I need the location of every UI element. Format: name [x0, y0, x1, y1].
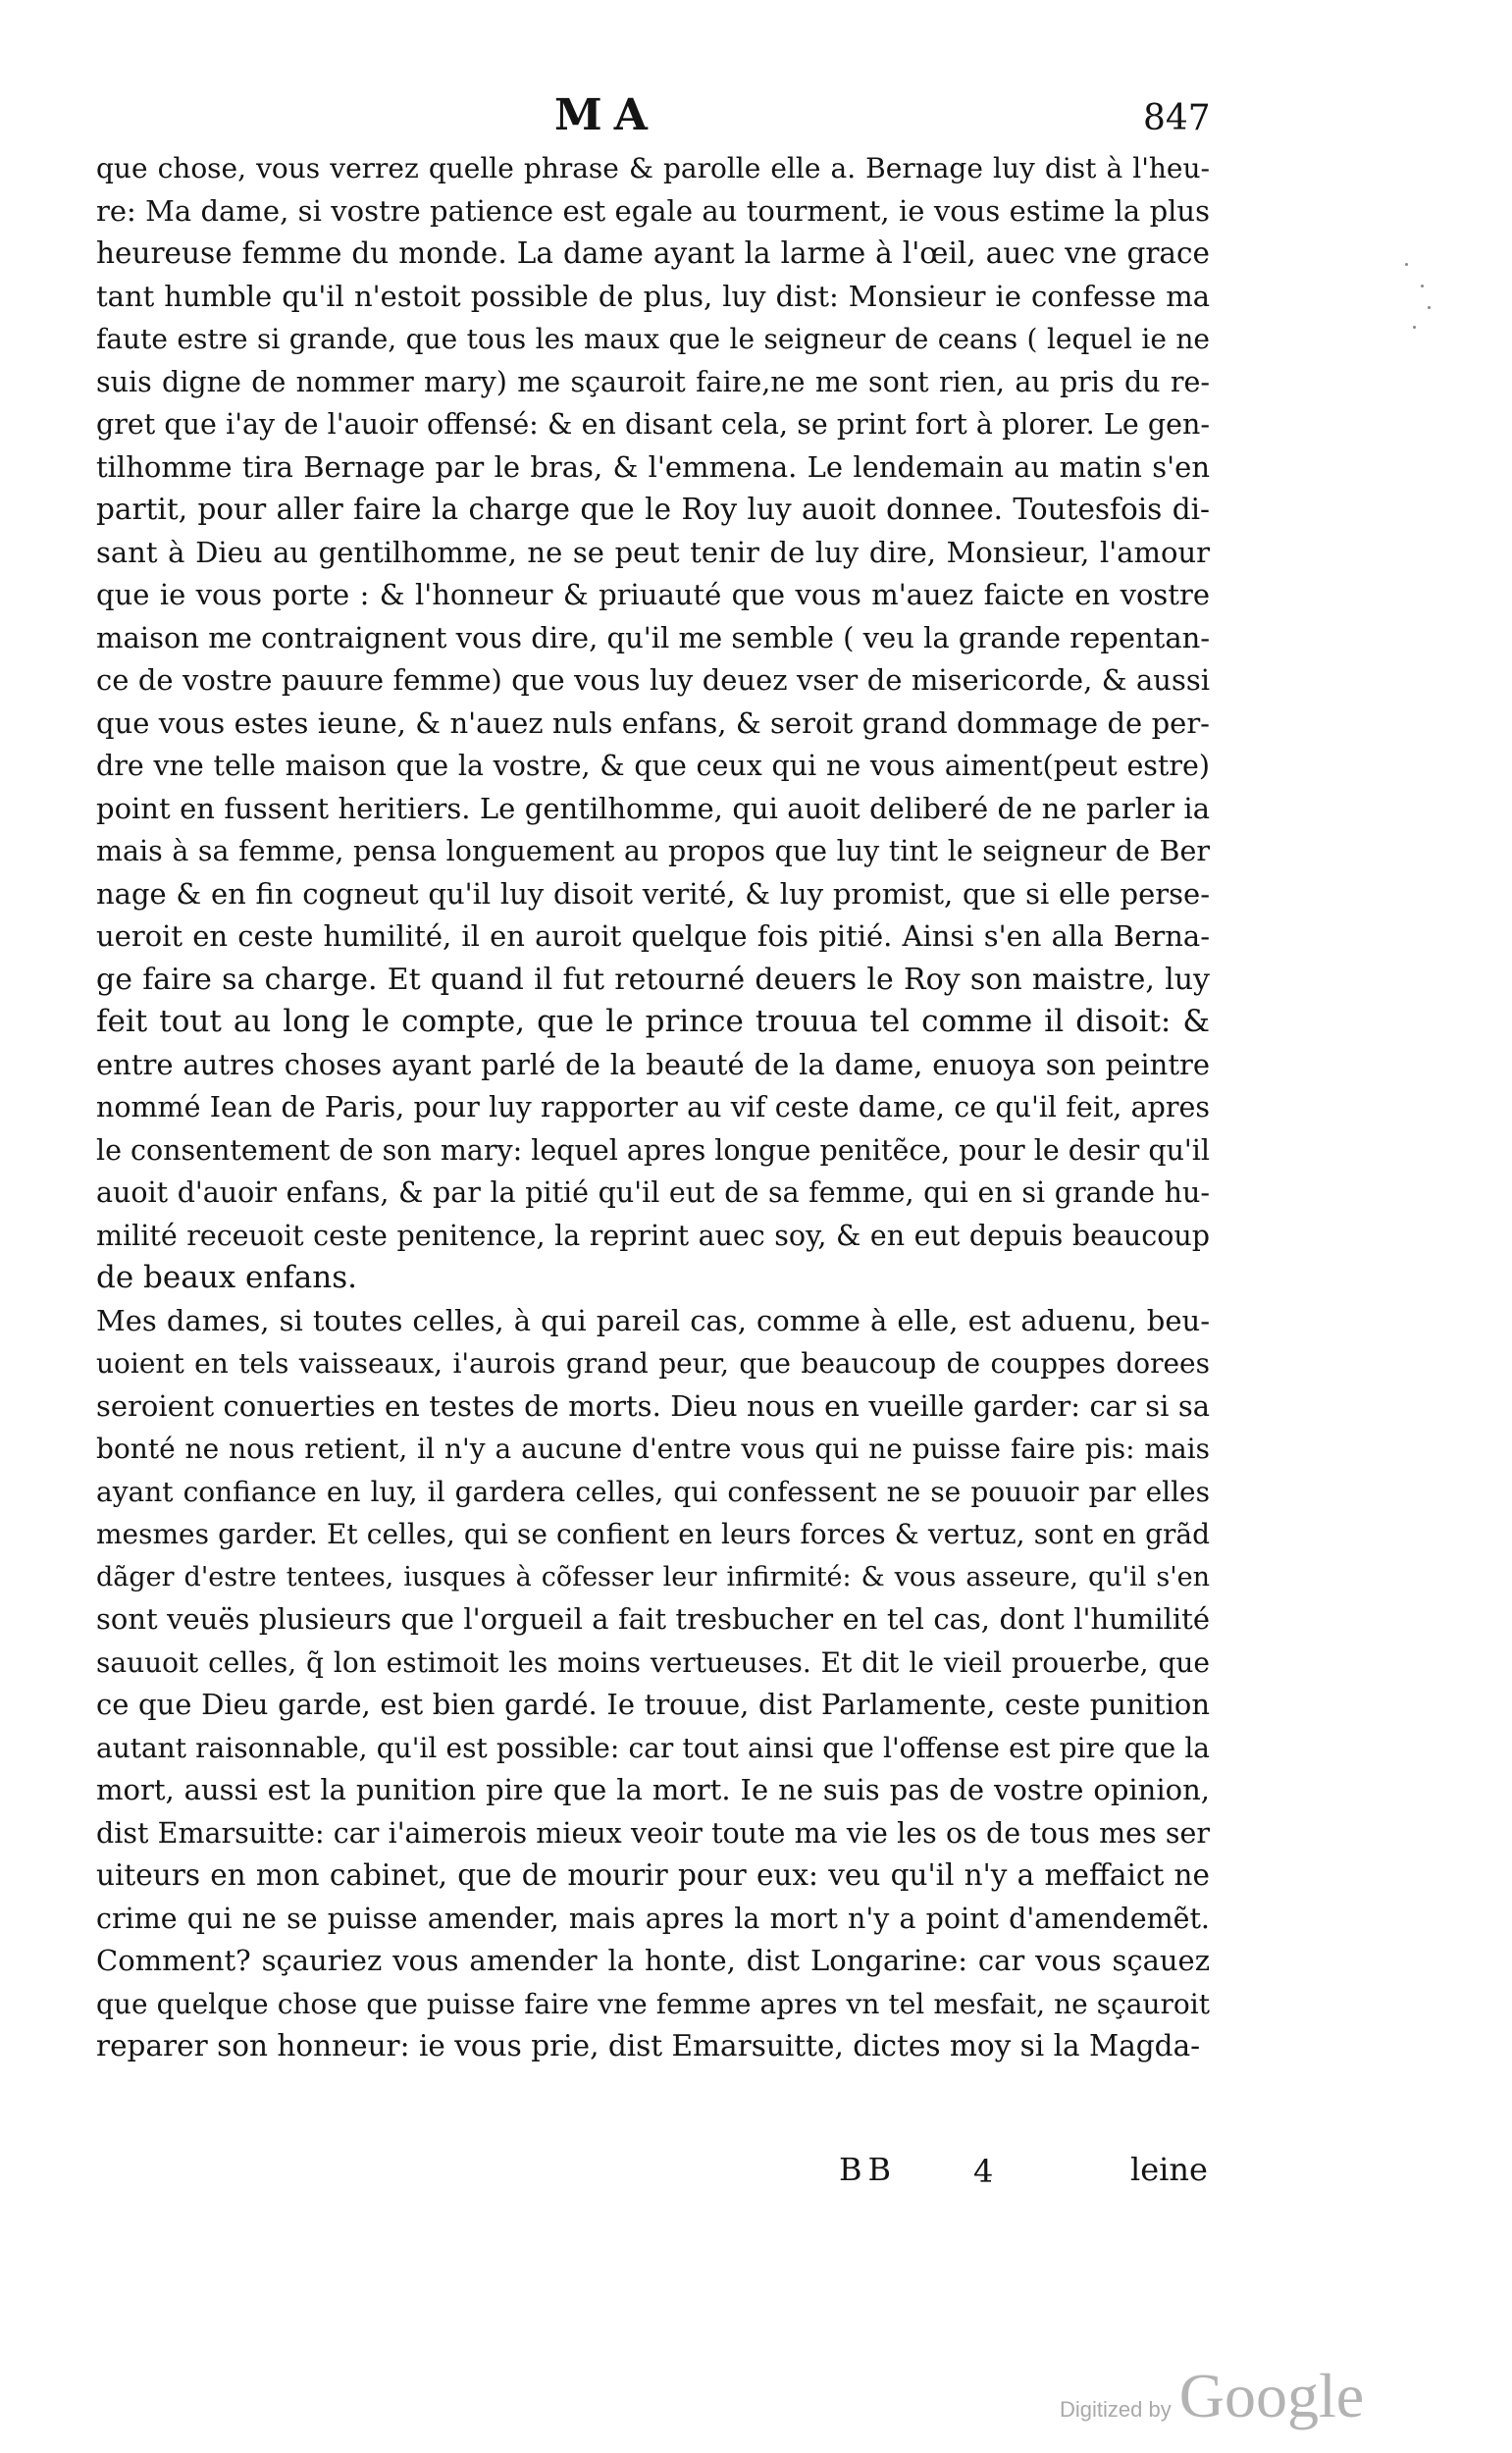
- text-line: bonté ne nous retient, il n'y a aucune d'entre vous qui ne puisse faire pis: mais: [96, 1433, 1210, 1465]
- text-line: mort, aussi est la punition pire que la mort. Ie ne suis pas de vostre opinion,: [96, 1773, 1210, 1806]
- text-line: ge faire sa charge. Et quand il fut retourné deuers le Roy son maistre, luy: [96, 962, 1210, 997]
- text-line: sont veuës plusieurs que l'orgueil a fait tresbucher en tel cas, dont l'humilité: [96, 1602, 1210, 1636]
- text-line: sauuoit celles, q̃ lon estimoit les moins vertueuses. Et dit le vieil prouerbe, que: [96, 1645, 1210, 1679]
- text-line: partit, pour aller faire la charge que le Roy luy auoit donnee. Toutesfois di-: [96, 493, 1210, 526]
- signature-number: 4: [973, 2153, 994, 2190]
- text-line: autant raisonnable, qu'il est possible: car tout ainsi que l'offense est pire que la: [96, 1731, 1210, 1764]
- text-line: heureuse femme du monde. La dame ayant la larme à l'œil, auec vne grace: [96, 236, 1210, 270]
- text-line: Mes dames, si toutes celles, à qui pareil cas, comme à elle, est aduenu, beu-: [96, 1303, 1210, 1337]
- text-line: seroient conuerties en testes de morts. Dieu nous en vueille garder: car si sa: [96, 1388, 1210, 1423]
- running-head: MA: [554, 90, 659, 140]
- text-line: dre vne telle maison que la vostre, & que ceux qui ne vous aiment(peut estre): [96, 750, 1210, 782]
- text-line: nommé Iean de Paris, pour luy rapporter au vif ceste dame, ce qu'il feit, apres: [96, 1091, 1210, 1123]
- text-line: entre autres choses ayant parlé de la beauté de la dame, enuoya son peintre: [96, 1047, 1210, 1081]
- text-line: Comment? sçauriez vous amender la honte, dist Longarine: car vous sçauez: [96, 1944, 1210, 1977]
- page-number: 847: [1143, 98, 1211, 138]
- text-line: gret que i'ay de l'auoir offensé: & en disant cela, se print fort à plorer. Le gen-: [96, 408, 1210, 441]
- text-line: dãger d'estre tentees, iusques à cõfesser leur infirmité: & vous asseure, qu'il s'en: [96, 1561, 1210, 1592]
- text-line: crime qui ne se puisse amender, mais apres la mort n'y a point d'amendemẽt.: [96, 1902, 1210, 1935]
- text-line: le consentement de son mary: lequel apres longue penitẽce, pour le desir qu'il: [96, 1133, 1210, 1167]
- text-line: uoient en tels vaisseaux, i'aurois grand peur, que beaucoup de couppes dorees: [96, 1347, 1210, 1380]
- text-line: de beaux enfans.: [96, 1260, 358, 1295]
- text-line: tant humble qu'il n'estoit possible de plus, luy dist: Monsieur ie confesse ma: [96, 279, 1210, 313]
- google-logo-text: Google: [1178, 2361, 1365, 2430]
- text-line: que vous estes ieune, & n'auez nuls enfans, & seroit grand dommage de per-: [96, 705, 1210, 740]
- body-text: [96, 147, 1210, 2068]
- text-line: mais à sa femme, pensa longuement au propos que luy tint le seigneur de Ber: [96, 835, 1210, 867]
- text-line: dist Emarsuitte: car i'aimerois mieux veoir toute ma vie les os de tous mes ser: [96, 1816, 1210, 1850]
- text-line: mesmes garder. Et celles, qui se confient en leurs forces & vertuz, sont en grãd: [96, 1518, 1210, 1550]
- text-line: que chose, vous verrez quelle phrase & parolle elle a. Bernage luy dist à l'heu-: [96, 152, 1210, 184]
- text-line: nage & en fin cogneut qu'il luy disoit verité, & luy promist, que si elle perse-: [96, 876, 1210, 911]
- watermark-prefix: Digitized by: [1060, 2397, 1172, 2422]
- text-line: faute estre si grande, que tous les maux que le seigneur de ceans ( lequel ie ne: [96, 323, 1210, 355]
- text-line: uiteurs en mon cabinet, que de mourir pour eux: veu qu'il n'y a meffaict ne: [96, 1858, 1210, 1892]
- paper-speck: [1421, 285, 1424, 287]
- text-line: maison me contraignent vous dire, qu'il me semble ( veu la grande repentan-: [96, 620, 1210, 654]
- catchword: leine: [1130, 2151, 1208, 2188]
- text-line: feit tout au long le compte, que le prince trouua tel comme il disoit: &: [96, 1004, 1210, 1039]
- text-line: ueroit en ceste humilité, il en auroit quelque fois pitié. Ainsi s'en alla Berna-: [96, 919, 1210, 953]
- text-line: sant à Dieu au gentilhomme, ne se peut tenir de luy dire, Monsieur, l'amour: [96, 535, 1210, 569]
- paper-speck: [1405, 263, 1408, 266]
- paper-speck: [1428, 306, 1431, 309]
- text-line: reparer son honneur: ie vous prie, dist Emarsuitte, dictes moy si la Magda-: [96, 2029, 1201, 2062]
- signature-mark: BB: [839, 2151, 898, 2188]
- text-line: que quelque chose que puisse faire vne femme apres vn tel mesfait, ne sçauroit: [96, 1987, 1210, 2020]
- text-line: ce que Dieu garde, est bien gardé. Ie trouue, dist Parlamente, ceste punition: [96, 1688, 1210, 1721]
- text-line: re: Ma dame, si vostre patience est egale au tourment, ie vous estime la plus: [96, 193, 1210, 228]
- text-line: suis digne de nommer mary) me sçauroit faire,ne me sont rien, au pris du re-: [96, 365, 1210, 398]
- text-line: point en fussent heritiers. Le gentilhomme, qui auoit deliberé de ne parler ia: [96, 791, 1210, 825]
- paper-speck: [1413, 326, 1416, 329]
- text-line: milité receuoit ceste penitence, la reprint auec soy, & en eut depuis beaucoup: [96, 1219, 1210, 1252]
- text-line: que ie vous porte : & l'honneur & priuauté que vous m'auez faicte en vostre: [96, 578, 1210, 611]
- text-line: ce de vostre pauure femme) que vous luy deuez vser de misericorde, & aussi: [96, 663, 1210, 697]
- digitized-watermark: [1060, 2360, 1364, 2432]
- text-line: ayant confiance en luy, il gardera celles, qui confessent ne se pouuoir par elles: [96, 1475, 1210, 1508]
- text-line: auoit d'auoir enfans, & par la pitié qu'il eut de sa femme, qui en si grande hu-: [96, 1176, 1210, 1209]
- text-line: tilhomme tira Bernage par le bras, & l'emmena. Le lendemain au matin s'en: [96, 449, 1210, 484]
